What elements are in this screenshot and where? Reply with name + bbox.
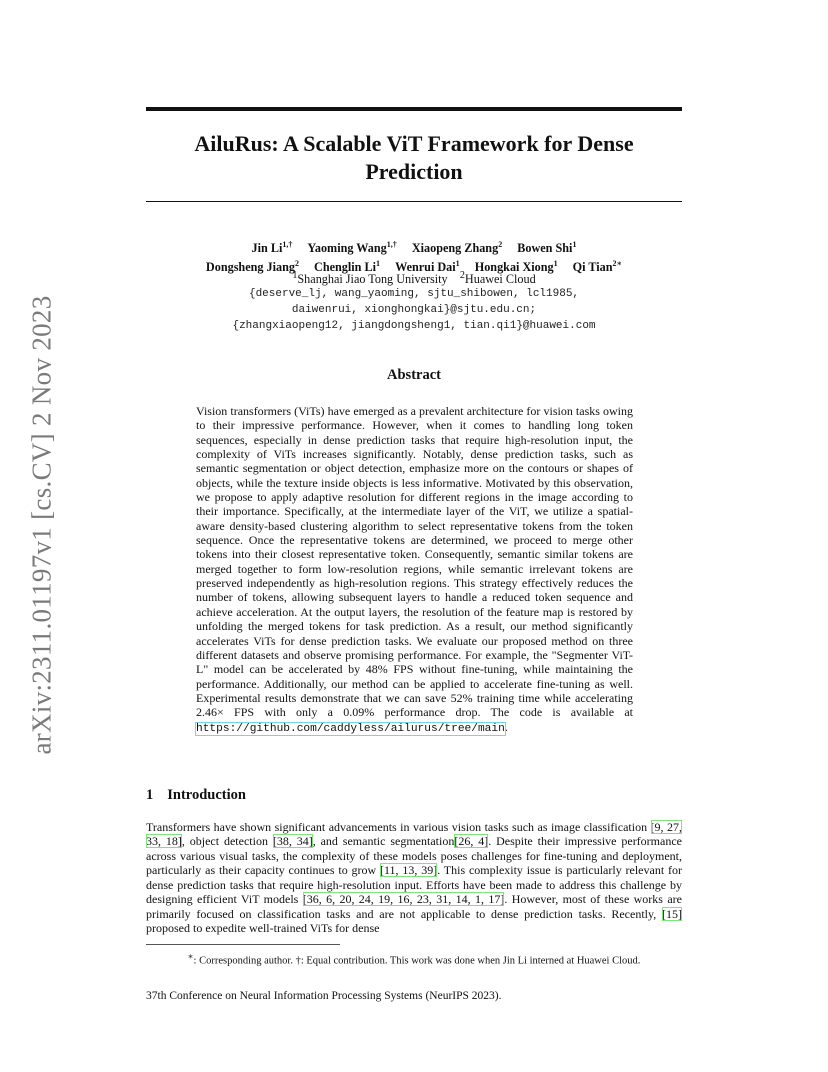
author-name: Bowen Shi$^1$ — [517, 240, 577, 256]
title-rule-top — [146, 107, 682, 111]
title-line-1: AiluRus: A Scalable ViT Framework for Dense — [194, 131, 634, 156]
citation-link[interactable]: [36, 6, 20, 24, 19, 16, 23, 31, 14, 1, 17] — [302, 892, 505, 907]
introduction-paragraph: Transformers have shown significant advancements in various vision tasks such as image classification [9, 27, 33, 18], object detection [38, 34], and semantic segmentation[26, 4]. Despite their impressive performance across various visual tasks, the complexity of these models poses challenges for fine-tuning and deployment, particularly as their capacity continues to grow [11, 13, 39]. This complexity issue is particularly relevant for dense prediction tasks that require high-resolution input. Efforts have been made to address this challenge by designing efficient ViT models [36, 6, 20, 24, 19, 16, 23, 31, 14, 1, 17]. However, most of these works are primarily focused on classification tasks and are not applicable to dense prediction tasks. Recently, [15] proposed to expedite well-trained ViTs for dense — [146, 820, 682, 936]
abstract-text: Vision transformers (ViTs) have emerged as a prevalent architecture for vision tasks owing to their impressive performance. However, when it comes to handling long token sequences, especially in dense prediction tasks that require high-resolution input, the complexity of ViTs increases significantly. Notably, dense prediction tasks, such as semantic segmentation or object detection, emphasize more on the contours or shapes of objects, while the texture inside objects is less informative. Motivated by this observation, we propose to apply adaptive resolution for different regions in the image according to their importance. Specifically, at the intermediate layer of the ViT, we utilize a spatial-aware density-based clustering algorithm to select representative tokens from the token sequence. Once the representative tokens are determined, we proceed to merge other tokens into their closest representative token. Consequently, semantic similar tokens are merged together to form low-resolution regions, while semantic irrelevant tokens are preserved independently as high-resolution regions. This strategy effectively reduces the number of tokens, allowing subsequent layers to handle a reduced token sequence and achieve acceleration. At the output layers, the resolution of the feature map is restored by unfolding the merged tokens for task prediction. As a result, our method significantly accelerates ViTs for dense prediction tasks. We evaluate our proposed method on three different datasets and observe promising performance. For example, the "Segmenter ViT-L" model can be accelerated by 48% FPS without fine-tuning, while maintaining the performance. Additionally, our method can be applied to accelerate fine-tuning as well. Experimental results demonstrate that we can save 52% training time while accelerating 2.46× FPS with only a 0.09% performance drop. The code is available at — [196, 404, 633, 720]
citation-link[interactable]: [26, 4] — [454, 834, 489, 849]
author-name: Qi Tian$^{2∗}$ — [572, 259, 623, 275]
author-name: Wenrui Dai$^1$ — [395, 259, 460, 275]
author-name: Jin $Li^{1,\dagger}$ — [251, 240, 293, 256]
email-line: daiwenrui, xionghongkai}@sjtu.edu.cn; — [291, 304, 537, 316]
section-heading-introduction — [146, 787, 246, 804]
author-name: Dongsheng Jiang$^2$ — [205, 259, 299, 275]
section-number: 1 — [146, 787, 154, 803]
abstract-heading: Abstract — [387, 367, 441, 383]
arxiv-stamp-text: arXiv:2311.01197v1 [cs.CV] 2 Nov 2023 — [26, 295, 57, 755]
email-line: {zhangxiaopeng12, jiangdongsheng1, tian.qi1}@huawei.com — [232, 320, 596, 332]
paper-title — [146, 130, 682, 186]
email-line: {deserve_lj, wang_yaoming, sjtu_shibowen, lcl1985, — [248, 288, 580, 300]
affiliations: $^1$Shanghai Jiao Tong University $^2$Huawei Cloud — [292, 270, 536, 287]
title-rule-bottom — [146, 201, 682, 202]
affiliation-1: Shanghai Jiao Tong University — [297, 272, 448, 287]
citation-link[interactable]: [9, 27, 33, 18] — [146, 820, 682, 849]
author-name: Hongkai Xiong$^1$ — [474, 259, 558, 275]
author-name: Yaoming Wang$^{1,\dagger}$ — [307, 240, 397, 256]
footnote — [146, 949, 682, 969]
author-name: Xiaopeng Zhang$^2$ — [411, 240, 503, 256]
author-line-1 — [146, 237, 682, 256]
affiliation-2: Huawei Cloud — [464, 272, 536, 287]
author-emails — [146, 286, 682, 334]
conference-note: 37th Conference on Neural Information Processing Systems (NeurIPS 2023). — [146, 990, 502, 1002]
footnote-mark: ∗ — [187, 951, 194, 961]
section-title: Introduction — [167, 787, 246, 803]
footnote-text: : Corresponding author. †: Equal contribution. This work was done when Jin Li interned at Huawei Cloud. — [193, 955, 641, 967]
citation-link[interactable]: [11, 13, 39] — [380, 863, 438, 878]
title-line-2: Prediction — [365, 159, 463, 184]
citation-link[interactable]: [38, 34] — [272, 834, 313, 849]
abstract-body: Vision transformers (ViTs) have emerged as a prevalent architecture for vision tasks owing to their impressive performance. However, when it comes to handling long token sequences, especially in dense prediction tasks that require high-resolution input, the complexity of ViTs increases significantly. Notably, dense prediction tasks, such as semantic segmentation or object detection, emphasize more on the contours or shapes of objects, while the texture inside objects is less informative. Motivated by this observation, we propose to apply adaptive resolution for different regions in the image according to their importance. Specifically, at the intermediate layer of the ViT, we utilize a spatial-aware density-based clustering algorithm to select representative tokens from the token sequence. Once the representative tokens are determined, we proceed to merge other tokens into their closest representative token. Consequently, semantic similar tokens are merged together to form low-resolution regions, while semantic irrelevant tokens are preserved independently as high-resolution regions. This strategy effectively reduces the number of tokens, allowing subsequent layers to handle a reduced token sequence and achieve acceleration. At the output layers, the resolution of the feature map is restored by unfolding the merged tokens for task prediction. As a result, our method significantly accelerates ViTs for dense prediction tasks. We evaluate our proposed method on three different datasets and observe promising performance. For example, the "Segmenter ViT-L" model can be accelerated by 48% FPS without fine-tuning, while maintaining the performance. Additionally, our method can be applied to accelerate fine-tuning as well. Experimental results demonstrate that we can save 52% training time while accelerating 2.46× FPS with only a 0.09% performance drop. The code is available at https://github.com/caddyless/ailurus/tree/main. — [196, 404, 633, 735]
code-repository-link[interactable]: https://github.com/caddyless/ailurus/tree/main — [196, 722, 505, 735]
footnote-rule — [146, 944, 340, 945]
citation-link[interactable]: [15] — [662, 906, 682, 921]
arxiv-identifier-stamp — [22, 290, 62, 760]
author-name: Chenglin Li$^1$ — [314, 259, 381, 275]
